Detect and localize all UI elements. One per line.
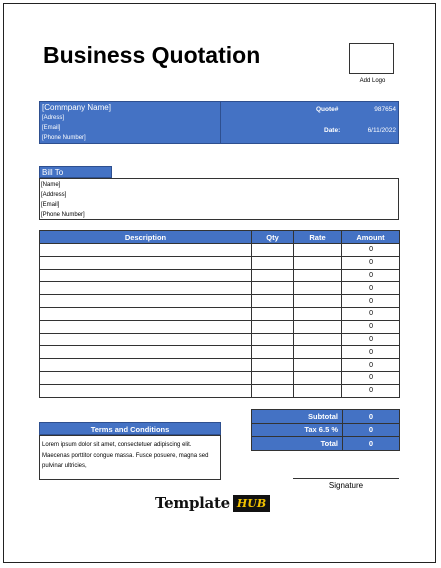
templatehub-logo — [155, 492, 270, 514]
table-row — [40, 333, 400, 346]
bill-to-address-field[interactable]: [Address] — [41, 192, 67, 198]
table-row — [40, 282, 400, 295]
item-description-cell[interactable] — [40, 333, 252, 346]
item-qty-cell[interactable] — [252, 359, 294, 372]
item-description-cell[interactable] — [40, 359, 252, 372]
tax-label: Tax 6.5 % — [252, 423, 343, 437]
company-phone-field[interactable]: [Phone Number] — [42, 135, 86, 141]
column-header-description: Description — [40, 231, 252, 244]
item-qty-cell[interactable] — [252, 346, 294, 359]
item-rate-cell[interactable] — [294, 384, 342, 397]
terms-text[interactable]: Lorem ipsum dolor sit amet, consectetuer adipiscing elit. Maecenas porttitor congue massa. Fusce posuere, magna sed pulvinar ultricies, — [39, 435, 221, 480]
item-rate-cell[interactable] — [294, 346, 342, 359]
table-row — [40, 269, 400, 282]
signature-label: Signature — [328, 481, 364, 490]
item-amount-cell[interactable]: 0 — [342, 282, 400, 295]
item-description-cell[interactable] — [40, 320, 252, 333]
items-table — [39, 230, 400, 398]
item-description-cell[interactable] — [40, 371, 252, 384]
company-address-field[interactable]: [Adress] — [42, 115, 65, 121]
item-description-cell[interactable] — [40, 346, 252, 359]
item-amount-cell[interactable]: 0 — [342, 333, 400, 346]
item-rate-cell[interactable] — [294, 244, 342, 257]
item-description-cell[interactable] — [40, 256, 252, 269]
item-description-cell[interactable] — [40, 282, 252, 295]
item-amount-cell[interactable]: 0 — [342, 244, 400, 257]
item-description-cell[interactable] — [40, 269, 252, 282]
item-amount-cell[interactable]: 0 — [342, 346, 400, 359]
brand-wordmark: Template — [155, 494, 230, 512]
item-qty-cell[interactable] — [252, 371, 294, 384]
item-qty-cell[interactable] — [252, 333, 294, 346]
date-label: Date: — [324, 127, 341, 134]
item-qty-cell[interactable] — [252, 282, 294, 295]
company-info — [40, 102, 221, 143]
column-header-qty: Qty — [252, 231, 294, 244]
item-amount-cell[interactable]: 0 — [342, 359, 400, 372]
table-row — [40, 346, 400, 359]
column-header-rate: Rate — [294, 231, 342, 244]
bill-to-box — [39, 178, 399, 220]
item-amount-cell[interactable]: 0 — [342, 371, 400, 384]
item-qty-cell[interactable] — [252, 244, 294, 257]
item-amount-cell[interactable]: 0 — [342, 307, 400, 320]
brand-badge: HUB — [233, 495, 270, 512]
company-name-field[interactable]: [Commpany Name] — [42, 103, 111, 112]
document-title: Business Quotation — [43, 42, 261, 68]
table-row — [40, 320, 400, 333]
total-label: Total — [252, 437, 343, 451]
item-description-cell[interactable] — [40, 384, 252, 397]
tax-row — [252, 423, 400, 437]
item-qty-cell[interactable] — [252, 320, 294, 333]
table-row — [40, 384, 400, 397]
table-row — [40, 371, 400, 384]
table-row — [40, 295, 400, 308]
item-rate-cell[interactable] — [294, 282, 342, 295]
quote-number-label: Quote# — [316, 106, 339, 113]
item-rate-cell[interactable] — [294, 269, 342, 282]
item-rate-cell[interactable] — [294, 295, 342, 308]
company-email-field[interactable]: [Email] — [42, 125, 61, 131]
table-row — [40, 307, 400, 320]
total-value: 0 — [343, 437, 400, 451]
item-amount-cell[interactable]: 0 — [342, 295, 400, 308]
date-value[interactable]: 6/11/2022 — [367, 127, 396, 134]
item-qty-cell[interactable] — [252, 269, 294, 282]
table-row — [40, 244, 400, 257]
item-amount-cell[interactable]: 0 — [342, 256, 400, 269]
item-description-cell[interactable] — [40, 295, 252, 308]
bill-to-name-field[interactable]: [Name] — [41, 182, 61, 188]
item-qty-cell[interactable] — [252, 384, 294, 397]
tax-value: 0 — [343, 423, 400, 437]
item-rate-cell[interactable] — [294, 359, 342, 372]
item-rate-cell[interactable] — [294, 256, 342, 269]
item-qty-cell[interactable] — [252, 256, 294, 269]
item-rate-cell[interactable] — [294, 320, 342, 333]
quote-number-value[interactable]: 987654 — [374, 106, 396, 113]
item-description-cell[interactable] — [40, 307, 252, 320]
item-amount-cell[interactable]: 0 — [342, 384, 400, 397]
logo-placeholder[interactable] — [349, 43, 394, 74]
item-amount-cell[interactable]: 0 — [342, 269, 400, 282]
total-row — [252, 437, 400, 451]
item-description-cell[interactable] — [40, 244, 252, 257]
bill-to-phone-field[interactable]: [Phone Number] — [41, 212, 85, 218]
item-qty-cell[interactable] — [252, 307, 294, 320]
signature-line[interactable] — [293, 478, 399, 479]
column-header-amount: Amount — [342, 231, 400, 244]
company-header — [39, 101, 399, 144]
item-amount-cell[interactable]: 0 — [342, 320, 400, 333]
bill-to-email-field[interactable]: [Email] — [41, 202, 60, 208]
item-rate-cell[interactable] — [294, 371, 342, 384]
terms-heading: Terms and Conditions — [39, 422, 221, 435]
item-rate-cell[interactable] — [294, 333, 342, 346]
bill-to-heading: Bill To — [39, 166, 112, 178]
table-row — [40, 359, 400, 372]
totals-table — [251, 409, 400, 451]
subtotal-label: Subtotal — [252, 410, 343, 424]
item-rate-cell[interactable] — [294, 307, 342, 320]
subtotal-value: 0 — [343, 410, 400, 424]
items-header-row — [40, 231, 400, 244]
item-qty-cell[interactable] — [252, 295, 294, 308]
subtotal-row — [252, 410, 400, 424]
logo-label: Add Logo — [359, 78, 386, 84]
table-row — [40, 256, 400, 269]
